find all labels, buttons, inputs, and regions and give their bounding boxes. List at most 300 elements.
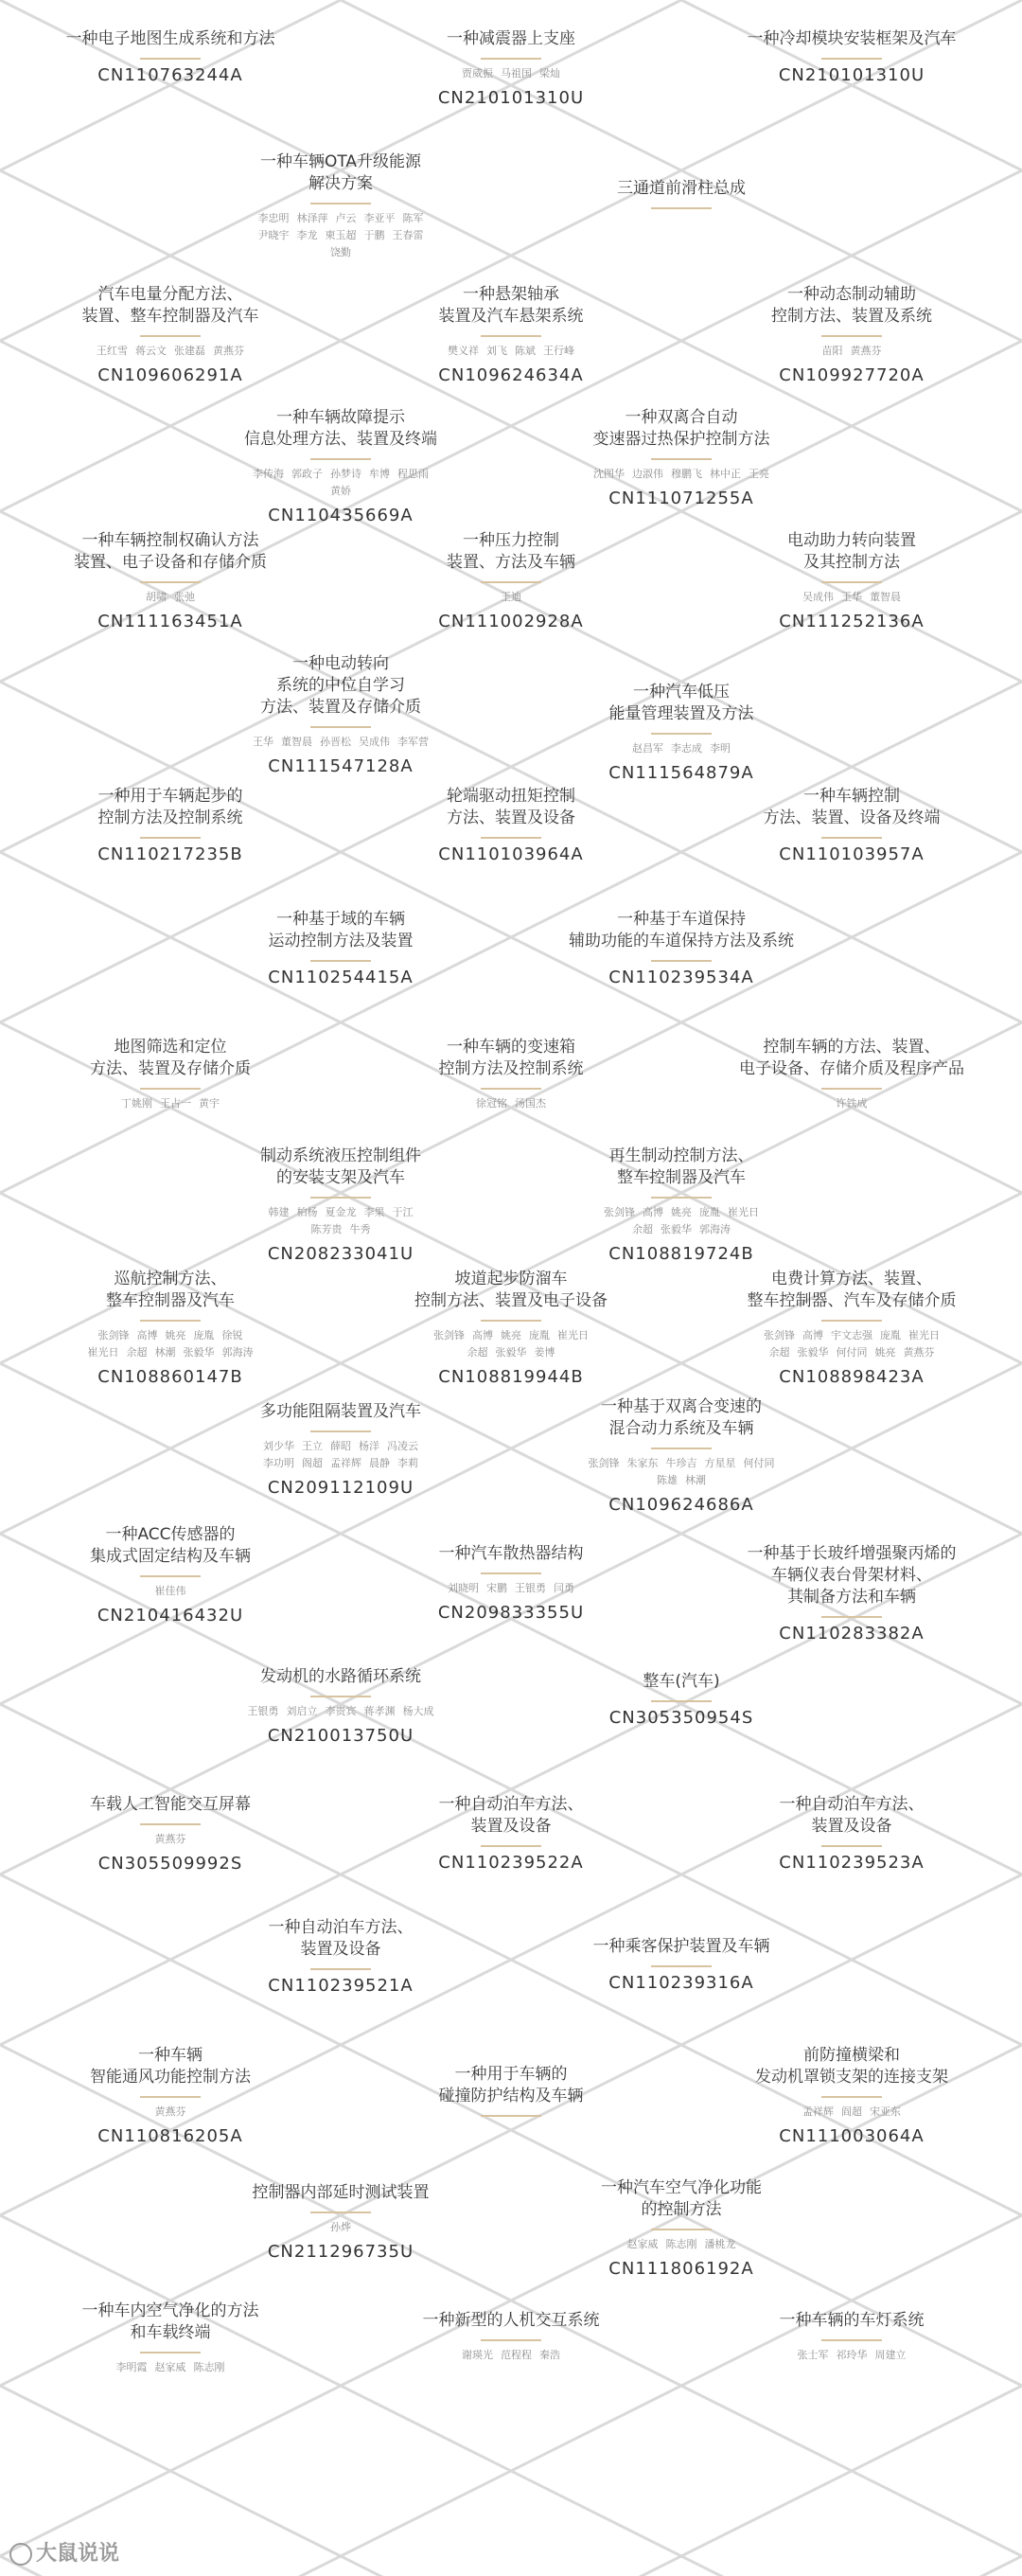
patent-title-line: 轮端驱动扭矩控制	[447, 787, 575, 806]
patent-title-line: 方法、装置及设备	[447, 808, 575, 827]
patent-number: CN110239522A	[438, 1853, 584, 1873]
patent-card	[520, 1146, 842, 1264]
inventor-name: 黄燕芬	[154, 2105, 186, 2118]
patent-title-line: 发动机的水路循环系统	[260, 1667, 421, 1686]
patent-title-line: 一种自动泊车方法、	[438, 1795, 584, 1814]
title-underline	[140, 335, 201, 337]
patent-number: CN110103957A	[779, 844, 925, 864]
inventor-name: 王华	[253, 736, 273, 748]
inventor-name: 张剑锋	[97, 1329, 130, 1341]
patent-number: CN110435669A	[268, 506, 414, 525]
patent-number: CN110254415A	[268, 968, 414, 987]
inventor-list	[180, 466, 502, 500]
title-underline	[651, 1448, 712, 1449]
patent-title-line: 系统的中位自学习	[276, 676, 405, 695]
inventor-name: 李果	[363, 1206, 385, 1218]
inventor-name: 潘桃龙	[704, 2238, 736, 2250]
patent-title-line: 一种冷却模块安装框架及汽车	[747, 29, 957, 48]
patent-title-line: 一种ACC传感器的	[105, 1525, 236, 1544]
inventor-name: 赵家威	[626, 2238, 659, 2250]
inventor-name: 柏杨	[296, 1206, 318, 1218]
title-underline	[310, 1197, 371, 1199]
inventor-list	[9, 2104, 331, 2121]
inventor-name: 刘启立	[286, 1705, 318, 1717]
inventor-name: 方星星	[704, 1457, 736, 1469]
patent-card	[9, 1269, 331, 1387]
patent-card	[691, 2045, 1013, 2146]
patent-title-line: 装置、方法及车辆	[447, 553, 575, 572]
title-underline	[140, 1575, 201, 1577]
inventor-name: 姚亮	[165, 1329, 186, 1341]
inventor-name: 张毅华	[183, 1346, 215, 1359]
patent-title-line: 坡道起步防溜车	[454, 1270, 568, 1288]
title-underline	[140, 581, 201, 583]
patent-title-line: 的控制方法	[641, 2200, 722, 2219]
patent-title-line: 电子设备、存储介质及程序产品	[739, 1059, 964, 1078]
patent-number: CN109606291A	[97, 365, 243, 385]
patent-title-line: 一种汽车空气净化功能	[601, 2178, 762, 2197]
inventor-name: 林泽萍	[296, 212, 328, 224]
title-underline	[310, 203, 371, 204]
patent-card	[9, 1037, 331, 1112]
patent-card	[9, 284, 331, 385]
inventor-name: 夏金龙	[325, 1206, 357, 1218]
inventor-name: 黄燕芬	[154, 1833, 186, 1845]
title-underline	[310, 2212, 371, 2213]
inventor-name: 马祖国	[501, 67, 532, 80]
patent-title-line: 一种汽车散热器结构	[438, 1544, 584, 1563]
patent-number: CN111547128A	[268, 756, 414, 776]
inventor-name: 陈志刚	[193, 2361, 225, 2373]
inventor-name: 黄燕芬	[850, 345, 882, 357]
patent-card	[691, 530, 1013, 631]
patent-number: CN110816205A	[97, 2126, 243, 2146]
inventor-name: 张毅华	[495, 1346, 527, 1359]
inventor-name: 王立	[302, 1440, 323, 1452]
inventor-list	[350, 1327, 672, 1361]
patent-title-line: 汽车电量分配方法、	[97, 285, 243, 304]
title-underline	[481, 837, 541, 839]
inventor-name: 李功明	[263, 1457, 294, 1469]
inventor-name: 崔光日	[87, 1346, 119, 1359]
inventor-name: 陈芳贵	[310, 1223, 343, 1235]
inventor-name: 余超	[467, 1346, 488, 1359]
title-underline	[140, 1823, 201, 1825]
patent-number: CN209833355U	[437, 1603, 585, 1623]
patent-title-line: 方法、装置及存储介质	[260, 698, 421, 717]
inventor-name: 张弛	[174, 591, 195, 603]
patent-title-line: 一种基于长玻纤增强聚丙烯的	[747, 1544, 957, 1563]
inventor-name: 边淑伟	[632, 468, 663, 480]
patent-title-line: 整车控制器及汽车	[617, 1168, 746, 1187]
patent-title-line: 一种自动泊车方法、	[268, 1918, 414, 1937]
inventor-name: 王红雪	[97, 345, 128, 357]
patent-number: CN111252136A	[779, 612, 925, 631]
inventor-name: 蒋云文	[135, 345, 167, 357]
patent-title-line: 辅助功能的车道保持方法及系统	[569, 932, 794, 950]
inventor-list	[691, 2104, 1013, 2121]
inventor-name: 余超	[126, 1346, 148, 1359]
inventor-name: 王华	[841, 591, 862, 603]
inventor-name: 卢云	[335, 212, 357, 224]
inventor-name: 孟祥辉	[802, 2105, 834, 2118]
patent-number: CN210101310U	[437, 88, 585, 108]
inventor-name: 李莉	[397, 1457, 418, 1469]
inventor-name: 刘少华	[263, 1440, 294, 1452]
title-underline	[821, 335, 882, 337]
title-underline	[481, 2115, 541, 2117]
inventor-name: 姚亮	[501, 1329, 521, 1341]
title-underline	[140, 2352, 201, 2354]
inventor-name: 郭政子	[291, 468, 323, 480]
title-underline	[821, 2339, 882, 2341]
patent-title-line: 一种基于双离合变速的	[601, 1397, 762, 1416]
patent-title-line: 整车控制器、汽车及存储介质	[747, 1291, 957, 1310]
inventor-name: 姚亮	[874, 1346, 896, 1359]
patent-title-line: 其制备方法和车辆	[787, 1588, 916, 1607]
logo-icon	[9, 2543, 32, 2566]
patent-card	[180, 1146, 502, 1264]
inventor-name: 祁玲华	[836, 2349, 868, 2361]
inventor-list	[180, 2219, 502, 2236]
inventor-name: 刘飞	[486, 345, 507, 357]
patent-card	[691, 786, 1013, 864]
inventor-name: 林潮	[685, 1474, 706, 1486]
title-underline	[651, 733, 712, 735]
inventor-name: 郭海涛	[221, 1346, 254, 1359]
title-underline	[140, 58, 201, 60]
patent-card	[9, 786, 331, 864]
patent-card	[9, 1524, 331, 1626]
inventor-name: 高博	[472, 1329, 493, 1341]
patent-title-line: 地图筛选和定位	[114, 1038, 227, 1057]
inventor-name: 秦浩	[539, 2349, 560, 2361]
patent-title-line: 装置及设备	[300, 1940, 381, 1959]
inventor-name: 闫勇	[554, 1582, 574, 1594]
inventor-name: 韩建	[268, 1206, 290, 1218]
patent-card	[691, 284, 1013, 385]
patent-number: CN108860147B	[97, 1367, 243, 1387]
watermark: 大鼠说说	[9, 2537, 119, 2567]
inventor-name: 张剑锋	[764, 1329, 795, 1341]
inventor-name: 柬玉超	[325, 229, 357, 241]
title-underline	[140, 2096, 201, 2098]
patent-number: CN110763244A	[97, 65, 243, 85]
inventor-name: 余超	[632, 1223, 653, 1235]
inventor-name: 许铁成	[836, 1097, 868, 1110]
inventor-list	[691, 2347, 1013, 2364]
patent-card	[180, 2182, 502, 2262]
patent-title-line: 一种双离合自动	[625, 408, 738, 427]
patent-title-line: 控制方法、装置及电子设备	[414, 1291, 608, 1310]
inventor-name: 谢瑛光	[462, 2349, 493, 2361]
patent-title-line: 控制方法及控制系统	[97, 808, 243, 827]
inventor-name: 丁姚刚	[121, 1097, 152, 1110]
patent-title-line: 信息处理方法、装置及终端	[244, 430, 437, 449]
inventor-name: 赵昌军	[632, 742, 663, 755]
inventor-name: 黄娇	[330, 485, 351, 497]
inventor-name: 穆鹏飞	[671, 468, 702, 480]
patent-title-line: 装置、电子设备和存储介质	[74, 553, 267, 572]
inventor-name: 郭海涛	[699, 1223, 731, 1235]
patent-card	[180, 407, 502, 525]
title-underline	[481, 1572, 541, 1574]
inventor-name: 余超	[768, 1346, 790, 1359]
inventor-name: 苗阳	[821, 345, 843, 357]
patent-title-line: 整车控制器及汽车	[106, 1291, 235, 1310]
inventor-name: 张剑锋	[604, 1206, 635, 1218]
inventor-name: 张剑锋	[433, 1329, 465, 1341]
patent-title-line: 装置及汽车悬架系统	[438, 307, 584, 326]
inventor-name: 陈志刚	[665, 2238, 697, 2250]
inventor-name: 饶勤	[330, 246, 351, 258]
inventor-list	[350, 343, 672, 360]
patent-card	[350, 2064, 672, 2123]
patent-number: CN111071255A	[608, 489, 754, 508]
patent-number: CN109624634A	[438, 365, 584, 385]
title-underline	[821, 58, 882, 60]
patent-title-line: 一种车辆的车灯系统	[779, 2311, 925, 2330]
inventor-list	[691, 343, 1013, 360]
patent-card	[520, 1396, 842, 1515]
patent-title-line: 方法、装置及存储介质	[90, 1059, 251, 1078]
title-underline	[481, 335, 541, 337]
patent-card	[520, 407, 842, 508]
patent-number: CN211296735U	[267, 2242, 414, 2262]
patent-title-line: 整车(汽车)	[643, 1672, 720, 1691]
inventor-name: 梁灿	[539, 67, 560, 80]
patent-number: CN110283382A	[779, 1624, 925, 1643]
patent-title-line: 一种基于域的车辆	[276, 910, 405, 929]
inventor-name: 何付同	[743, 1457, 775, 1469]
inventor-name: 王行峰	[543, 345, 574, 357]
inventor-name: 高博	[136, 1329, 158, 1341]
patent-number: CN210013750U	[267, 1726, 414, 1746]
patent-card	[350, 1269, 672, 1387]
patent-card	[9, 2301, 331, 2376]
inventor-name: 董智晨	[870, 591, 901, 603]
patent-title-line: 一种汽车低压	[633, 683, 730, 702]
inventor-name: 姜博	[534, 1346, 555, 1359]
inventor-name: 朱家东	[626, 1457, 659, 1469]
patent-title-line: 一种电子地图生成系统和方法	[65, 29, 275, 48]
inventor-name: 李军营	[397, 736, 429, 748]
title-underline	[140, 1320, 201, 1322]
inventor-name: 吴成伟	[802, 591, 834, 603]
patent-card	[180, 1666, 502, 1746]
title-underline	[821, 581, 882, 583]
title-underline	[821, 1088, 882, 1090]
inventor-list	[9, 2359, 331, 2376]
inventor-list	[350, 1095, 672, 1112]
patent-title-line: 一种动态制动辅助	[787, 285, 916, 304]
title-underline	[651, 458, 712, 460]
patent-card	[520, 1671, 842, 1728]
patent-title-line: 装置及设备	[470, 1817, 552, 1836]
inventor-name: 吴成伟	[359, 736, 390, 748]
inventor-name: 程思雨	[397, 468, 429, 480]
patent-title-line: 集成式固定结构及车辆	[90, 1547, 251, 1566]
title-underline	[481, 1845, 541, 1847]
patent-number: CN305350954S	[608, 1708, 754, 1728]
inventor-name: 陈斌	[515, 345, 536, 357]
patent-card	[691, 1794, 1013, 1873]
title-underline	[481, 58, 541, 60]
inventor-name: 张毅华	[661, 1223, 692, 1235]
patent-card	[520, 682, 842, 783]
inventor-list	[350, 65, 672, 82]
patent-card	[520, 2177, 842, 2279]
patent-title-line: 一种用于车辆的	[454, 2065, 568, 2084]
patent-title-line: 控制方法、装置及系统	[771, 307, 932, 326]
inventor-name: 蒋孝渊	[363, 1705, 396, 1717]
inventor-name: 张剑锋	[588, 1457, 620, 1469]
inventor-name: 牟博	[369, 468, 390, 480]
title-underline	[651, 1965, 712, 1967]
patent-title-line: 解决方案	[308, 174, 373, 193]
patent-number: CN305509992S	[97, 1854, 243, 1874]
inventor-name: 周建立	[874, 2349, 907, 2361]
inventor-list	[180, 734, 502, 751]
inventor-name: 林潮	[154, 1346, 176, 1359]
inventor-list	[180, 1204, 502, 1238]
inventor-name: 于江	[392, 1206, 414, 1218]
patent-number: CN209112109U	[267, 1478, 414, 1498]
patent-title-line: 及其控制方法	[803, 553, 900, 572]
patent-card	[350, 284, 672, 385]
inventor-list	[691, 589, 1013, 606]
title-underline	[821, 1320, 882, 1322]
title-underline	[651, 1197, 712, 1199]
inventor-list	[9, 1095, 331, 1112]
inventor-name: 薛昭	[330, 1440, 351, 1452]
inventor-name: 黄燕芬	[213, 345, 244, 357]
patent-title-line: 的安装支架及汽车	[276, 1168, 405, 1187]
patent-number: CN110103964A	[438, 844, 584, 864]
title-underline	[651, 2229, 712, 2230]
patent-card	[350, 530, 672, 631]
patent-card	[350, 1037, 672, 1112]
inventor-name: 崔佳伟	[154, 1585, 186, 1597]
inventor-list	[350, 589, 672, 606]
patent-title-line: 再生制动控制方法、	[608, 1146, 754, 1165]
inventor-name: 牛秀	[349, 1223, 371, 1235]
patent-title-line: 一种减震器上支座	[447, 29, 575, 48]
patent-title-line: 一种悬架轴承	[463, 285, 559, 304]
patent-card	[9, 2045, 331, 2146]
inventor-name: 牛珍吉	[665, 1457, 697, 1469]
inventor-name: 樊义祥	[448, 345, 479, 357]
patent-title-line: 一种新型的人机交互系统	[422, 2311, 600, 2330]
inventor-name: 李贵宾	[325, 1705, 357, 1717]
inventor-name: 崔光日	[908, 1329, 940, 1341]
inventor-name: 贾威振	[462, 67, 493, 80]
patent-number: CN210101310U	[778, 65, 925, 85]
inventor-name: 姚亮	[671, 1206, 692, 1218]
patent-title-line: 混合动力系统及车辆	[608, 1419, 754, 1438]
patent-title-line: 智能通风功能控制方法	[90, 2068, 251, 2087]
patent-number: CN110239534A	[608, 968, 754, 987]
patent-title-line: 变速器过热保护控制方法	[592, 430, 770, 449]
patent-number: CN111002928A	[438, 612, 584, 631]
inventor-name: 范程程	[501, 2349, 532, 2361]
patent-title-line: 车辆仪表台骨架材料、	[771, 1566, 932, 1585]
patent-title-line: 运动控制方法及装置	[268, 932, 414, 950]
patent-title-line: 装置、整车控制器及汽车	[81, 307, 259, 326]
inventor-name: 高博	[643, 1206, 663, 1218]
inventor-name: 孙晋松	[320, 736, 351, 748]
inventor-name: 何付同	[836, 1346, 868, 1359]
inventor-name: 庞胤	[880, 1329, 901, 1341]
patent-card	[520, 909, 842, 987]
inventor-name: 王银勇	[515, 1582, 546, 1594]
inventor-list	[520, 2236, 842, 2253]
inventor-name: 王迪	[501, 591, 521, 603]
inventor-name: 沈图华	[593, 468, 625, 480]
inventor-name: 阁超	[302, 1457, 323, 1469]
patent-title-line: 一种车辆的变速箱	[447, 1038, 575, 1057]
patent-number: CN210416432U	[97, 1606, 244, 1626]
patent-card	[180, 151, 502, 261]
inventor-list	[180, 210, 502, 261]
inventor-list	[180, 1438, 502, 1472]
patent-card	[691, 1269, 1013, 1387]
inventor-name: 徐冠铭	[476, 1097, 507, 1110]
title-underline	[821, 837, 882, 839]
patent-number: CN111806192A	[608, 2259, 754, 2279]
title-underline	[481, 2339, 541, 2341]
inventor-name: 董智晨	[281, 736, 312, 748]
title-underline	[481, 1320, 541, 1322]
patent-title-line: 一种电动转向	[292, 654, 389, 673]
title-underline	[310, 726, 371, 728]
inventor-name: 孙烨	[330, 2221, 351, 2233]
patent-card	[9, 1794, 331, 1874]
inventor-name: 李志成	[671, 742, 702, 755]
inventor-name: 宇文志强	[831, 1329, 872, 1341]
inventor-name: 张士军	[797, 2349, 829, 2361]
patent-title-line: 方法、装置、设备及终端	[763, 808, 941, 827]
inventor-name: 晨静	[369, 1457, 390, 1469]
inventor-name: 宋鹏	[486, 1582, 507, 1594]
inventor-name: 崔光日	[728, 1206, 759, 1218]
title-underline	[140, 1088, 201, 1090]
patent-card	[350, 2310, 672, 2364]
title-underline	[140, 837, 201, 839]
patent-number: CN108819944B	[438, 1367, 584, 1387]
patent-number: CN111564879A	[608, 763, 754, 783]
inventor-name: 胡啸	[146, 591, 167, 603]
patent-title-line: 和车载终端	[130, 2323, 211, 2342]
title-underline	[821, 1845, 882, 1847]
inventor-name: 高博	[802, 1329, 823, 1341]
inventor-list	[180, 1703, 502, 1720]
inventor-list	[520, 466, 842, 483]
patent-title-line: 控制器内部延时测试装置	[252, 2183, 430, 2202]
patent-title-line: 巡航控制方法、	[114, 1270, 227, 1288]
patent-card	[350, 28, 672, 108]
title-underline	[821, 1616, 882, 1618]
title-underline	[310, 458, 371, 460]
patent-title-line: 碰撞防护结构及车辆	[438, 2087, 584, 2105]
inventor-list	[691, 1095, 1013, 1112]
inventor-name: 王银勇	[247, 1705, 279, 1717]
inventor-name: 杨大成	[402, 1705, 434, 1717]
inventor-name: 孙梦诗	[330, 468, 361, 480]
inventor-name: 黄燕芬	[903, 1346, 935, 1359]
patent-title-line: 电费计算方法、装置、	[771, 1270, 932, 1288]
patent-number: CN109927720A	[779, 365, 925, 385]
